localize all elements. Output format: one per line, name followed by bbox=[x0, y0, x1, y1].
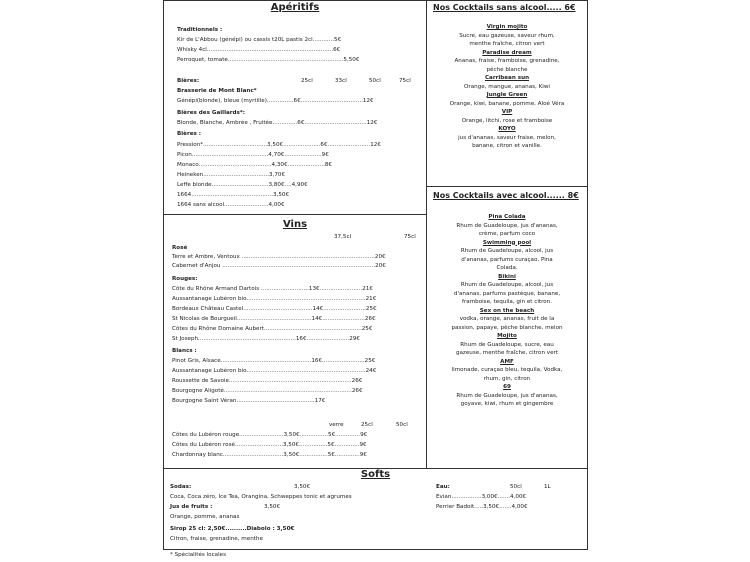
cocktails-section bbox=[426, 0, 588, 469]
cocktail-description: Orange, mangue, ananas, Kiwi bbox=[464, 83, 550, 90]
sirop-list: Citron, fraise, grenadine, menthe bbox=[170, 536, 263, 542]
cocktail-name: Mojito bbox=[497, 333, 517, 339]
cocktail-name: Swimming pool bbox=[482, 239, 532, 246]
cocktail-description: framboise, tequila, gin et citron. bbox=[462, 299, 552, 305]
biere-item: 1664..............................................3,50€ bbox=[177, 192, 290, 198]
cocktail-description: crème, parfum coco bbox=[478, 231, 536, 237]
jus-price: 3,50€ bbox=[264, 504, 281, 510]
vin-item: Bordeaux Château Castel.......................................14€........................25€ bbox=[172, 306, 377, 312]
blancs-header: Blancs : bbox=[172, 348, 197, 354]
vin-item: Côte du Rhône Armand Dartois ...........................13€........................21€ bbox=[172, 286, 373, 292]
cocktail-description: rhum, gin, citron bbox=[483, 375, 531, 382]
softs-section bbox=[163, 468, 588, 550]
eau-size: 1L bbox=[544, 484, 551, 490]
bieres-header: Bières: bbox=[177, 78, 200, 84]
cocktail-description: Rhum de Guadeloupe, jus d'ananas, bbox=[456, 222, 558, 229]
biere-item: Pression*....................................3,50€.....................6€........................12€ bbox=[177, 142, 381, 148]
cocktail-description: banane, citron et vanille. bbox=[472, 143, 542, 149]
vins-size: 37,5cl bbox=[334, 234, 352, 240]
divider bbox=[427, 186, 587, 187]
cocktail-name: Jungle Green bbox=[486, 92, 528, 98]
vin-item: Cabernet d'Anjou ......................................................................................20€ bbox=[172, 263, 386, 269]
bieres-size: 75cl bbox=[399, 78, 411, 84]
brasserie-line: Génépi(blonde), bleue (myrtille)...............6€...................................12€ bbox=[177, 98, 374, 104]
aperitifs-title: Apéritifs bbox=[270, 2, 320, 13]
cocktail-name: Paradise dream bbox=[482, 49, 532, 56]
brasserie-header: Brasserie de Mont Blanc* bbox=[177, 88, 257, 94]
cocktail-description: Orange, kiwi, banane, pomme, Aloé Véra bbox=[449, 100, 565, 107]
footnote: * Spécialités locales bbox=[170, 552, 227, 558]
traditionnels-item: Kir de L'Abbou (génépi) ou cassis t20L pastis 2cl............5€ bbox=[177, 37, 342, 43]
cocktail-description: gazeuse, menthe fraîche, citron vert bbox=[455, 350, 559, 356]
rose-header: Rosé bbox=[172, 245, 188, 251]
cocktail-name: Virgin mojito bbox=[486, 24, 528, 30]
biere-item: Heineken.....................................3,70€ bbox=[177, 172, 286, 178]
verre-size: 50cl bbox=[396, 422, 408, 428]
cocktail-description: menthe fraîche, citron vert bbox=[469, 41, 545, 47]
cocktail-name: VIP bbox=[501, 109, 513, 115]
eau-size: 50cl bbox=[510, 484, 522, 490]
verre-item: Côtes du Lubéron rosé...........................3,50€................5€..............9€ bbox=[172, 442, 367, 448]
cocktail-description: limonade, curaçao bleu, tequila, Vodka, bbox=[451, 367, 563, 373]
rouges-header: Rouges: bbox=[172, 276, 198, 282]
cocktail-name: Sex on the beach bbox=[479, 307, 535, 314]
cocktail-description: goyave, kiwi, rhum et gingembre bbox=[460, 401, 554, 407]
vin-item: Côtes du Rhône Domaine Aubert.......................................................25€ bbox=[172, 326, 373, 332]
gaillards-line: Blonde, Blanche, Ambrée , Fruitée..............6€...................................12€ bbox=[177, 120, 378, 126]
softs-title: Softs bbox=[360, 469, 391, 480]
cocktail-description: Rhum de Guadeloupe, alcool, jus bbox=[460, 248, 554, 254]
bieres-size: 25cl bbox=[301, 78, 313, 84]
sodas-price: 3,50€ bbox=[294, 484, 311, 490]
vins-title: Vins bbox=[282, 219, 308, 230]
verre-item: Côtes du Lubéron rouge.........................3,50€................5€..............9€ bbox=[172, 432, 368, 438]
biere-item: Monaco.........................................4,30€.....................8€ bbox=[177, 162, 332, 168]
biere-item: Leffe blonde................................3,80€....4,90€ bbox=[177, 182, 308, 188]
vin-item: Aussantanage Lubéron bio...................................................................24€ bbox=[172, 368, 377, 374]
cocktail-description: d'ananas, parfums pastèque, banane, bbox=[453, 290, 561, 297]
vins-section bbox=[163, 214, 427, 469]
vins-size: 75cl bbox=[404, 234, 416, 240]
vin-item: St Joseph.......................................................16€........................29€ bbox=[172, 336, 360, 342]
cocktail-name: Bikini bbox=[498, 273, 516, 280]
biere-item: Picon...........................................4,70€.....................9€ bbox=[177, 152, 329, 158]
verre-size: verre bbox=[329, 422, 344, 428]
cocktail-name: Carribean sun bbox=[484, 75, 530, 81]
cocktail-name: 69 bbox=[503, 384, 511, 390]
vin-item: Aussantanage Lubéron bio...................................................................21€ bbox=[172, 296, 377, 302]
traditionnels-item: Perroquet, tomate.................................................................5,50€ bbox=[177, 57, 360, 63]
sodas-header: Sodas: bbox=[170, 484, 192, 490]
sirop-line: Sirop 25 cl: 2,50€..........Diabolo : 3,50€ bbox=[170, 526, 295, 532]
cocktail-description: Rhum de Guadeloupe, jus d'ananas, bbox=[456, 392, 558, 399]
vin-item: Terre et Ambre, Ventoux ...........................................................................20€ bbox=[172, 254, 386, 260]
verre-size: 25cl bbox=[361, 422, 373, 428]
traditionnels-header: Traditionnels : bbox=[177, 27, 223, 33]
verre-item: Chardonnay blanc..................................3,50€................5€..............9€ bbox=[172, 452, 367, 458]
cocktail-description: Colada. bbox=[496, 265, 518, 271]
cocktail-name: AMF bbox=[500, 358, 514, 365]
vin-item: St Nicolas de Bourgueil..........................................14€........................26€ bbox=[172, 316, 376, 322]
eau-item: Evian.................3,00€.......4,00€ bbox=[436, 494, 527, 500]
bieres-size: 50cl bbox=[369, 78, 381, 84]
traditionnels-item: Whisky 4cl.......................................................................6€ bbox=[177, 47, 341, 53]
jus-list: Orange, pomme, ananas bbox=[170, 514, 240, 520]
vin-item: Bourgogne Saint Véran............................................17€ bbox=[172, 398, 326, 404]
vin-item: Roussette de Savoie.....................................................................26€ bbox=[172, 378, 363, 384]
cocktail-description: d'ananas, parfums curaçao, Pina bbox=[461, 256, 553, 263]
bieres2-header: Bières : bbox=[177, 131, 202, 137]
eau-item: Perrier Badoit.....3,50€.......4,00€ bbox=[436, 504, 528, 510]
vin-item: Bourgogne Aligoté........................................................................26€ bbox=[172, 388, 363, 394]
cocktail-description: jus d'ananas, saveur fraise, melon, bbox=[458, 134, 556, 141]
cocktail-description: Rhum de Guadeloupe, sucre, eau bbox=[460, 341, 554, 348]
jus-header: Jus de fruits : bbox=[170, 504, 213, 510]
eau-header: Eau: bbox=[436, 484, 450, 490]
bieres-size: 33cl bbox=[335, 78, 347, 84]
gaillards-header: Bières des Gaillards*: bbox=[177, 110, 246, 116]
cocktail-description: Rhum de Guadeloupe, alcool, jus bbox=[460, 282, 554, 288]
cocktail-name: KOYO bbox=[498, 126, 516, 132]
cocktails-sans-title: Nos Cocktails sans alcool..... 6€ bbox=[433, 3, 576, 12]
cocktail-description: Ananas, fraise, framboise, grenadine, bbox=[454, 58, 560, 64]
cocktails-avec-title: Nos Cocktails avec alcool...... 8€ bbox=[433, 191, 579, 200]
sodas-list: Coca, Coca zéro, Ice Tea, Orangina, Schweppes tonic et agrumes bbox=[170, 494, 352, 500]
aperitifs-section bbox=[163, 0, 427, 215]
cocktail-description: passion, papaye, pêche blanche, melon bbox=[451, 324, 563, 331]
cocktail-description: Orange, litchi, rose et framboise bbox=[461, 117, 553, 124]
cocktail-description: Sucre, eau gazeuse, saveur rhum, bbox=[459, 32, 555, 39]
cocktail-name: Pina Colada bbox=[488, 214, 526, 220]
biere-item: 1664 sans alcool.........................4,00€ bbox=[177, 202, 285, 208]
cocktail-description: vodka, orange, ananas, fruit de la bbox=[459, 316, 555, 322]
cocktail-description: pêche blanche bbox=[486, 66, 528, 73]
vin-item: Pinot Gris, Alsace...................................................16€........................25€ bbox=[172, 358, 376, 364]
